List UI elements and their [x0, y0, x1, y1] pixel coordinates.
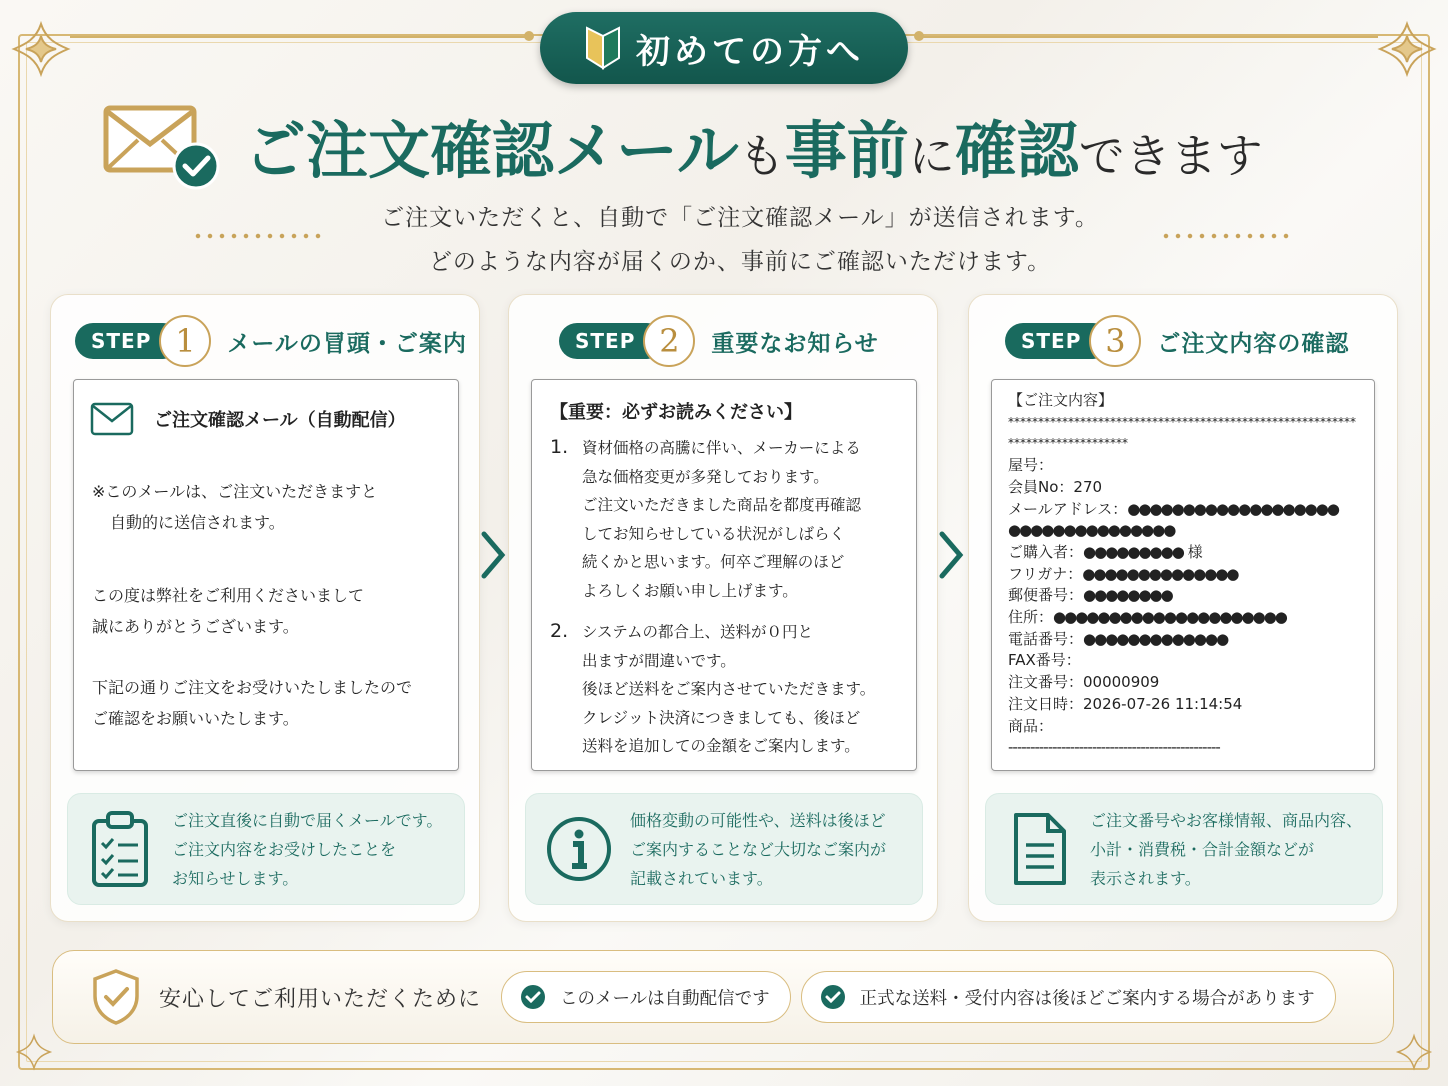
- headline-part: に: [908, 128, 955, 183]
- info-box: [985, 793, 1383, 905]
- info-line: 表示されます。: [1090, 868, 1201, 888]
- masked-value: ●●●●●●●●●●●●●●: [1082, 564, 1238, 583]
- mail-preview: [531, 379, 917, 771]
- headline-part: できます: [1078, 128, 1263, 183]
- step-pill: STEP: [559, 323, 665, 359]
- step-title: ご注文内容の確認: [1157, 330, 1350, 357]
- step-card-1: [50, 294, 480, 922]
- masked-value: ●●●●●●●●●●●●●: [1083, 629, 1228, 648]
- headline-part: 事前: [784, 113, 909, 187]
- masked-value: ●●●●●●●●●: [1083, 542, 1183, 561]
- reassurance-bar: [52, 950, 1394, 1044]
- info-line: お知らせします。: [172, 868, 299, 888]
- mail-heading: 【ご注文内容】: [1008, 391, 1114, 409]
- order-date: 注文日時：2026-07-26 11:14:54: [1008, 694, 1243, 713]
- step-header: [75, 313, 467, 369]
- email-row: [1008, 499, 1368, 521]
- fax-row: FAX番号：: [1008, 651, 1081, 670]
- member-number: 会員No：270: [1008, 477, 1103, 496]
- info-line: ご注文内容をお受けしたことを: [172, 839, 397, 859]
- info-icon: [544, 809, 614, 889]
- mail-line: 誠にありがとうございます。: [92, 617, 299, 636]
- info-line: ご案内することなど大切なご案内が: [630, 839, 887, 859]
- masked-value: ●●●●●●●●●●●●●●●●●●●●●: [1053, 608, 1286, 627]
- product-row: 商品：: [1008, 716, 1054, 735]
- chevron-right-icon: [478, 530, 508, 580]
- corner-ornament-icon: [1372, 14, 1442, 84]
- envelope-check-icon: [100, 100, 220, 190]
- headline-part: 確認: [954, 113, 1079, 187]
- separator: ********************: [1008, 436, 1128, 451]
- corner-ornament-icon: [1394, 1032, 1434, 1072]
- badge-dot: [914, 31, 924, 41]
- field-label: 郵便番号：: [1008, 586, 1084, 605]
- clipboard-checklist-icon: [86, 809, 156, 889]
- mail-preview: [991, 379, 1375, 771]
- headline: [100, 100, 1400, 190]
- badge-line-left: [70, 36, 530, 38]
- subtitle-line: どのような内容が届くのか、事前にご確認いただけます。: [428, 249, 1052, 275]
- step-pill: STEP: [1005, 323, 1111, 359]
- field-label: 住所：: [1008, 608, 1054, 627]
- beginner-mark-icon: [584, 26, 622, 70]
- mail-line: ご確認をお願いいたします。: [92, 709, 299, 728]
- mail-line: 下記の通りご注文をお受けいたしましたので: [92, 678, 413, 697]
- step-header: [559, 313, 879, 369]
- info-box: [525, 793, 923, 905]
- notice-item: [550, 618, 875, 761]
- notice-text: 資材価格の高騰に伴い、メーカーによる 急な価格変更が多発しております。 ご注文いただきました商品を都度再確認 してお知らせしている状況がしばらく 続くかと思います。何卒ご理解のほど よろしくお願い申し上げます。: [582, 439, 862, 600]
- badge-line-right: [918, 36, 1378, 38]
- reassurance-label: 安心してご利用いただくために: [159, 986, 482, 1012]
- info-line: ご注文番号やお客様情報、商品内容、: [1090, 810, 1363, 830]
- field-label: 電話番号：: [1008, 629, 1084, 648]
- mail-preview: [73, 379, 459, 771]
- step-card-3: [968, 294, 1398, 922]
- check-circle-icon: [820, 984, 846, 1010]
- shop-name: 屋号：: [1008, 456, 1054, 475]
- step-number: 2: [643, 315, 695, 367]
- order-details: [1008, 390, 1368, 759]
- first-time-badge: [540, 12, 908, 84]
- headline-part: ご注文確認メール: [244, 113, 739, 187]
- info-box: [67, 793, 465, 905]
- headline-part: も: [738, 128, 785, 183]
- step-title: 重要なお知らせ: [711, 330, 879, 357]
- shield-check-icon: [91, 968, 141, 1026]
- honorific: 様: [1182, 542, 1203, 561]
- mail-line: 自動的に送信されます。: [110, 513, 285, 532]
- info-line: 小計・消費税・合計金額などが: [1090, 839, 1315, 859]
- document-icon: [1004, 809, 1074, 889]
- mail-line: この度は弊社をご利用くださいまして: [92, 586, 365, 605]
- field-label: ご購入者：: [1008, 542, 1084, 561]
- step-number: 1: [159, 315, 211, 367]
- chevron-right-icon: [936, 530, 966, 580]
- step-pill: STEP: [75, 323, 181, 359]
- subtitle: [300, 196, 1180, 284]
- auto-mail-chip: [501, 971, 791, 1023]
- mail-paragraph: [92, 672, 412, 734]
- masked-value: ●●●●●●●●●●●●●●●: [1008, 521, 1175, 540]
- field-label: メールアドレス：: [1008, 499, 1128, 518]
- info-line: ご注文直後に自動で届くメールです。: [172, 810, 443, 830]
- notice-number: 1.: [550, 436, 569, 458]
- separator: ------------------------------------------------: [1008, 738, 1220, 757]
- step-number: 3: [1089, 315, 1141, 367]
- tel-row: [1008, 629, 1368, 651]
- mail-paragraph: [92, 580, 364, 642]
- envelope-icon: [90, 402, 134, 436]
- order-number: 注文番号：00000909: [1008, 673, 1160, 692]
- notice-item: [550, 434, 861, 605]
- notice-text: システムの都合上、送料が０円と 出ますが間違いです。 後ほど送料をご案内させていただきます。 クレジット決済につきましても、後ほど 送料を追加しての金額をご案内します。: [582, 623, 876, 755]
- shipping-note-chip: [801, 971, 1336, 1023]
- info-line: 記載されています。: [630, 868, 773, 888]
- field-label: フリガナ：: [1008, 564, 1083, 583]
- mail-line: ※このメールは、ご注文いただきますと: [92, 482, 378, 501]
- step-title: メールの冒頭・ご案内: [227, 330, 467, 357]
- step-card-2: [508, 294, 938, 922]
- badge-label: 初めての方へ: [636, 31, 864, 72]
- buyer-row: [1008, 542, 1368, 564]
- masked-value: ●●●●●●●●: [1083, 586, 1172, 605]
- address-row: [1008, 607, 1368, 629]
- mail-heading: 【重要：必ずお読みください】: [550, 402, 802, 423]
- corner-ornament-icon: [14, 1032, 54, 1072]
- masked-value: ●●●●●●●●●●●●●●●●●●●: [1127, 499, 1338, 518]
- chip-label: 正式な送料・受付内容は後ほどご案内する場合があります: [859, 988, 1315, 1009]
- check-circle-icon: [520, 984, 546, 1010]
- chip-label: このメールは自動配信です: [560, 988, 770, 1009]
- info-line: 価格変動の可能性や、送料は後ほど: [630, 810, 886, 830]
- mail-note: [92, 476, 377, 538]
- zip-row: [1008, 585, 1368, 607]
- kana-row: [1008, 564, 1368, 586]
- step-header: [1005, 313, 1349, 369]
- corner-ornament-icon: [6, 14, 76, 84]
- mail-heading: ご注文確認メール（自動配信）: [154, 410, 406, 431]
- subtitle-line: ご注文いただくと、自動で「ご注文確認メール」が送信されます。: [381, 205, 1099, 231]
- notice-number: 2.: [550, 620, 569, 642]
- separator: **********************************************************: [1008, 414, 1356, 429]
- badge-dot: [524, 31, 534, 41]
